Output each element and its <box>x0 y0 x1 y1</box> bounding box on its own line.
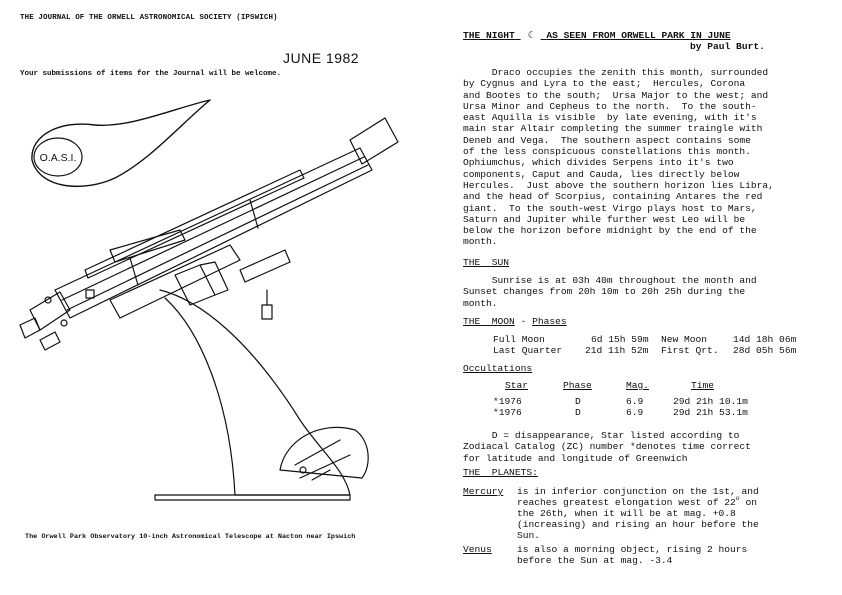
article-title <box>463 30 731 41</box>
occ-mag: 6.9 <box>626 407 644 418</box>
intro-line: month. <box>463 236 498 248</box>
occultations-heading: Occultations <box>463 363 533 374</box>
occ-mag: 6.9 <box>626 396 644 407</box>
venus-line: is also a morning object, rising 2 hours <box>517 544 748 555</box>
phase-time: 6d 15h 59m <box>591 334 649 345</box>
mercury-line: Sun. <box>517 530 541 541</box>
phase-name: New Moon <box>661 334 708 345</box>
sun-line: Sunrise is at 03h 40m throughout the month and <box>463 275 757 286</box>
phase-name: Full Moon <box>493 334 545 345</box>
intro-line: below the horizon before midnight by the end of the <box>463 225 757 237</box>
mercury-line-post: on <box>739 497 757 508</box>
phase-time: 28d 05h 56m <box>733 345 797 356</box>
mercury-label: Mercury <box>463 486 504 497</box>
note-line: Zodiacal Catalog (ZC) number *denotes time correct <box>463 441 751 453</box>
sun-line: month. <box>463 297 498 309</box>
intro-line: giant. To the south-west Virgo plays host to Mars, <box>463 202 757 214</box>
degree-sup: o <box>735 495 740 502</box>
column-header: Time <box>691 380 715 391</box>
column-header: Mag. <box>626 380 650 391</box>
moon-heading-main: THE MOON <box>463 316 515 327</box>
intro-line: east Aquilla is visible by late evening, with it's <box>463 112 757 124</box>
mercury-line: is in inferior conjunction on the 1st, and <box>517 486 759 497</box>
intro-line: Ophiumchus, which divides Serpens into it's two <box>463 157 734 169</box>
occ-star: *1976 <box>493 407 522 418</box>
crescent-moon-icon: ☾ <box>527 30 534 41</box>
phase-name: First Qrt. <box>661 345 719 356</box>
mercury-line <box>517 497 757 508</box>
sun-paragraph <box>463 275 757 309</box>
submissions-note: Your submissions of items for the Journal will be welcome. <box>20 70 282 78</box>
occultations-note <box>463 430 751 464</box>
intro-line: Saturn and Jupiter while further west Leo will be <box>463 213 746 225</box>
intro-line: Hercules. Just above the southern horizon lies Libra, <box>463 179 774 191</box>
note-line: for latitude and longitude of Greenwich <box>463 452 688 464</box>
column-header: Phase <box>563 380 592 391</box>
telescope-illustration <box>0 0 420 595</box>
phase-time: 21d 11h 52m <box>585 345 649 356</box>
intro-line: Ursa Minor and Cepheus to the north. To the south- <box>463 100 757 112</box>
venus-label: Venus <box>463 544 492 555</box>
occ-phase: D <box>575 396 581 407</box>
occ-phase: D <box>575 407 581 418</box>
mercury-line: (increasing) and rising an hour before the <box>517 519 759 530</box>
planets-heading: THE PLANETS: <box>463 467 538 478</box>
oasi-logo <box>32 100 210 186</box>
venus-line: before the Sun at mag. -3.4 <box>517 555 673 566</box>
note-line: D = disappearance, Star listed according to <box>463 430 740 441</box>
mercury-line: the 26th, when it will be at mag. +0.8 <box>517 508 736 519</box>
column-header: Star <box>505 380 529 391</box>
occ-time: 29d 21h 53.1m <box>673 407 748 418</box>
issue-date: JUNE 1982 <box>283 50 360 66</box>
moon-heading <box>463 316 567 327</box>
intro-line: and Bootes to the south; Ursa Major to the west; and <box>463 89 769 101</box>
intro-line: Deneb and Vega. The southern aspect contains some <box>463 134 751 146</box>
intro-line: and the head of Scorpius, containing Antares the red <box>463 191 763 203</box>
title-part1: THE NIGHT <box>463 30 515 41</box>
sun-line: Sunset changes from 20h 10m to 20h 25h during the <box>463 286 746 298</box>
intro-line: of the less conspicuous constellations this month. <box>463 146 751 158</box>
telescope-caption: The Orwell Park Observatory 10-inch Astronomical Telescope at Nacton near Ipswich <box>25 533 356 541</box>
phase-time: 14d 18h 06m <box>733 334 797 345</box>
moon-heading-dash: - <box>514 316 533 327</box>
moon-heading-sub: Phases <box>532 316 567 327</box>
title-part2: AS SEEN FROM ORWELL PARK IN JUNE <box>546 30 731 41</box>
intro-line: Draco occupies the zenith this month, surrounded <box>463 67 769 78</box>
occ-time: 29d 21h 10.1m <box>673 396 748 407</box>
intro-paragraph <box>463 67 774 248</box>
byline: by Paul Burt. <box>690 41 765 52</box>
intro-line: main star Altair completing the summer traingle with <box>463 123 763 135</box>
intro-line: components, Caput and Cauda, lies directly below <box>463 168 740 180</box>
sun-heading: THE SUN <box>463 257 510 268</box>
logo-text: O.A.S.I. <box>39 152 77 164</box>
mercury-line-pre: reaches greatest elongation west of 22 <box>517 497 736 508</box>
intro-line: by Cygnus and Lyra to the east; Hercules, Corona <box>463 78 746 90</box>
occ-star: *1976 <box>493 396 522 407</box>
journal-header: THE JOURNAL OF THE ORWELL ASTRONOMICAL SOCIETY (IPSWICH) <box>20 14 278 22</box>
phase-name: Last Quarter <box>493 345 563 356</box>
